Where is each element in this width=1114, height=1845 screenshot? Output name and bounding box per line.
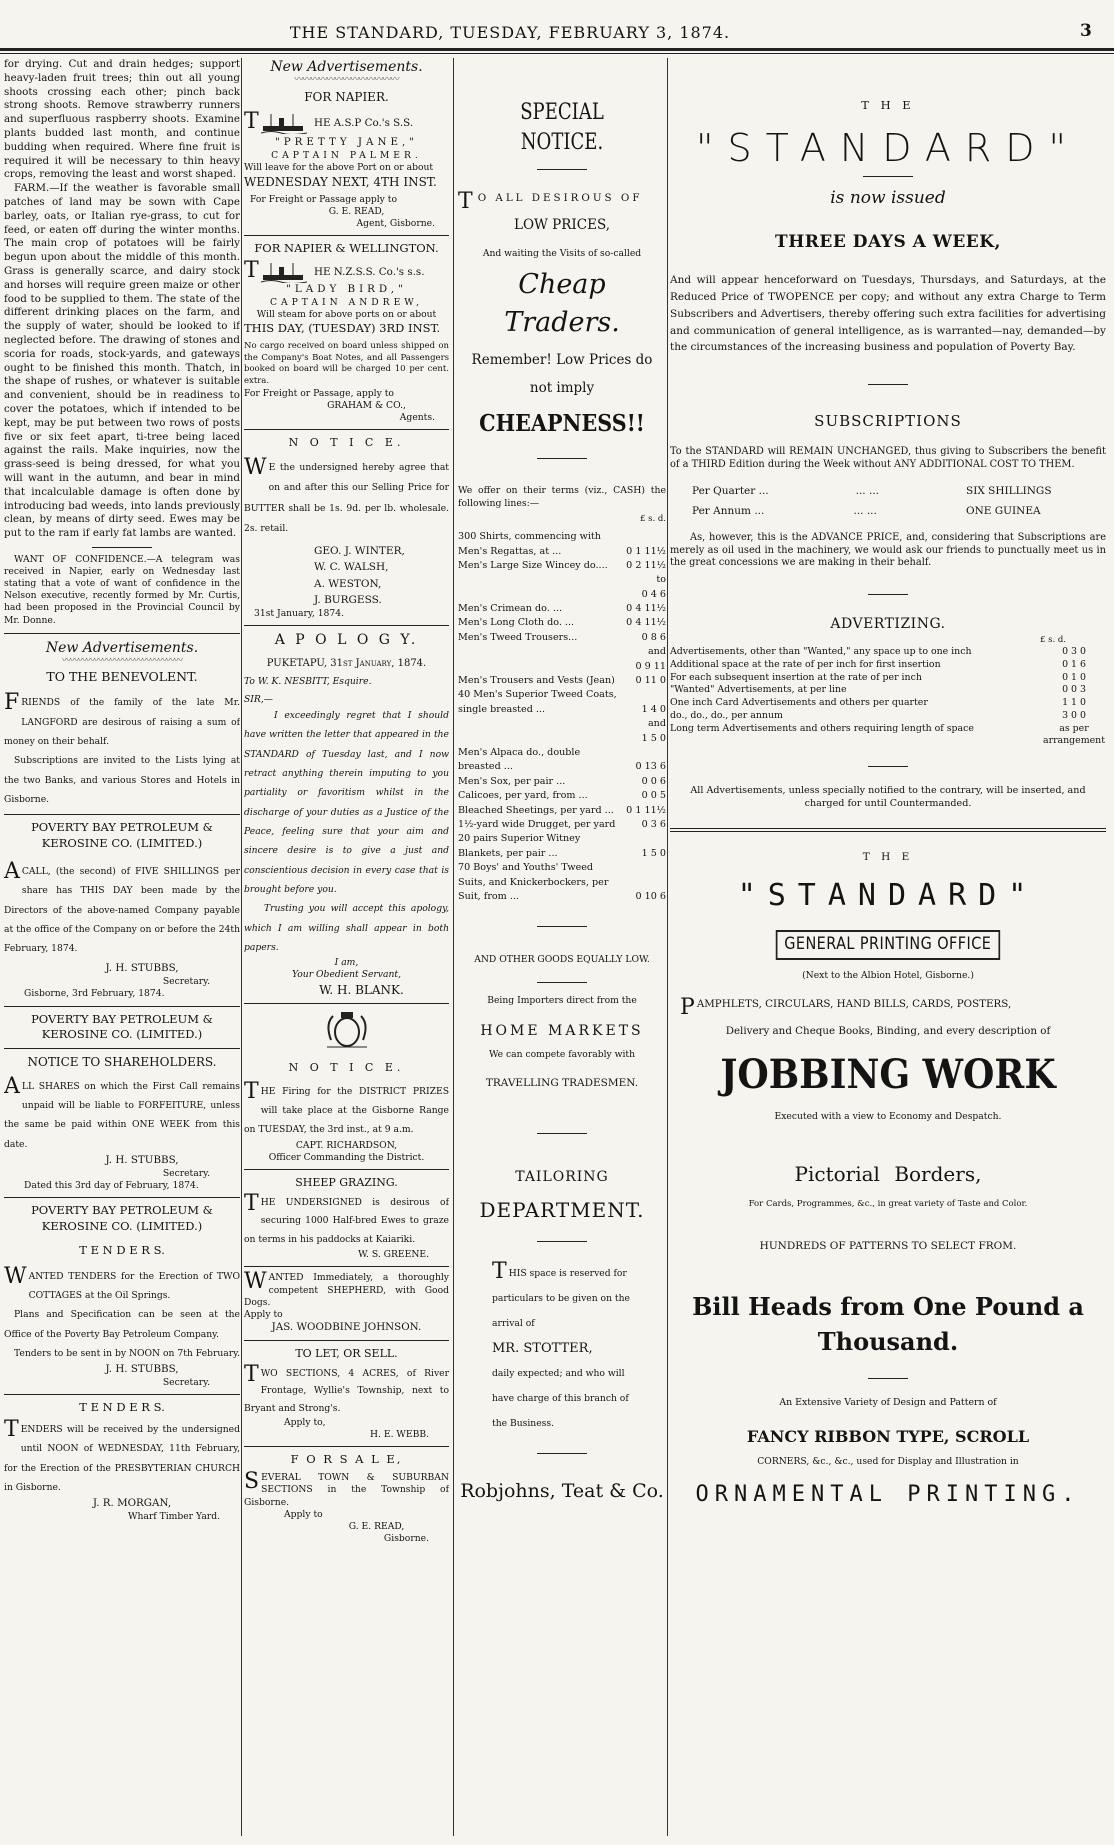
page-number: 3	[1080, 21, 1092, 41]
special-notice-heading: SPECIAL NOTICE.	[520, 100, 604, 156]
price-row: 40 Men's Superior Tweed Coats,	[458, 689, 617, 701]
ad-tenders-cottages: POVERTY BAY PETROLEUM & KEROSINE CO. (LIMITED.) T E N D E R S. WANTED TENDERS for the Erection of TWO COTTAGES at the Oil Springs. Plans and Specification can be seen at the Office of the Poverty Bay Petroleum Company. Tenders to be sent in by NOON on 7th February. J. H. STUBBS, Secretary.	[4, 1203, 240, 1389]
ornament-rule: 〰〰〰〰〰〰〰〰〰〰〰〰〰	[294, 77, 399, 84]
drop-cap: T	[244, 1191, 259, 1217]
price-row: 70 Boys' and Youths' Tweed	[458, 862, 594, 874]
header-rule-thin	[0, 53, 1114, 54]
price-row: Men's Crimean do. ... 0 4 11½	[458, 603, 666, 615]
subscription-rate-row: Per Annum ... ... ... ONE GUINEA	[692, 504, 1041, 517]
price-row: 300 Shirts, commencing with	[458, 531, 601, 543]
price-row: 20 pairs Superior Witney	[458, 833, 581, 845]
price-row: and	[647, 718, 666, 730]
drop-cap: A	[4, 858, 20, 884]
price-list	[458, 530, 666, 904]
ad-napier-wellington: FOR NAPIER & WELLINGTON. T HE N.Z.S.S. Co.'s s.s. "LADY BIRD," CAPTAIN ANDREW, Will steam for above ports on or about THIS DAY, (TUESDAY) 3RD INST. No cargo received on board unless shipped on the Company's Boat Notes, and all Passengers booked on board will be charged 10 per cent. extra. For Freight or Passage, apply to GRAHAM & CO., Agents.	[244, 241, 449, 423]
ad-robjohns-teat: SPECIAL NOTICE. T O ALL DESIROUS OF LOW PRICES, And waiting the Visits of so-called Cheap Traders. Remember! Low Prices do not imply CHEAPNESS!! We offer on their terms (viz., CASH) the following lines:— £ s. d. 300 Shirts, commencing with Men's Regattas, at ... 0 1 11½ Men's Large Size Wincey do.... 0 2 11½ to 0 4 6 Men's Crimean do. ... 0 4 11½ Men's Long Cloth do. ... 0 4 11½ Men's Tweed Trousers... 0 8 6 and 0 9 11 Men's Trousers and Vests (Jean) 0 11 0 40 Men's Superior Tweed Coats, single breasted ... 1 4 0 and 1 5 0 Men's Alpaca do., double breasted ... 0 13 6 Men's Sox, per pair ... 0 0 6 Calicoes, per yard, from ... 0 0 5 Bleached Sheetings, per yard ... 0 1 11½ 1½-yard wide Drugget, per yard 0 3 6 20 pairs Superior Witney Blankets, per pair ... 1 5 0 70 Boys' and Youths' Tweed Suits, and Knickerbockers, per Suit, from ... 0 10 6 AND OTHER GOODS EQUALLY LOW. Being Importers direct from the HOME MARKETS We can compete favorably with TRAVELLING TRADESMEN. TAILORING DEPARTMENT. THIS space is reserved for particulars to be given on the arrival of MR. STOTTER, daily expected; and who will have charge of this branch of the Business. Robjohns, Teat & Co.	[458, 98, 666, 1504]
price-row: 1 5 0	[641, 732, 666, 744]
section-heading: New Advertisements.	[270, 59, 423, 75]
ad-butter-notice: N O T I C E. W E the undersigned hereby agree that on and after this our Selling Price for BUTTER shall be 1s. 9d. per lb. wholesale. 2s. retail. GEO. J. WINTER, W. C. WALSH, A. WESTON, J. BURGESS. 31st January, 1874.	[244, 436, 449, 620]
ad-shepherd-wanted: WANTED Immediately, a thoroughly competent SHEPHERD, with Good Dogs. Apply to JAS. WOODBINE JOHNSON.	[244, 1269, 449, 1333]
advertising-rates	[670, 646, 1106, 748]
price-row: Suit, from ... 0 10 6	[458, 890, 666, 902]
want-of-confidence-paragraph: WANT OF CONFIDENCE.—A telegram was received in Napier, early on Wednesday last stating that a vote of want of confidence in the Nelson executive, recently formed by Mr. Curtis, had been proposed in the Provincial Council by Mr. Donne.	[4, 553, 240, 626]
newspaper-masthead: THE STANDARD, TUESDAY, FEBRUARY 3, 1874.	[289, 23, 731, 42]
price-row: and	[647, 646, 666, 658]
advertising-rate-row: "Wanted" Advertisements, at per line 0 0 3	[670, 684, 1086, 696]
jobbing-work-heading: JOBBING WORK	[720, 1050, 1056, 1098]
drop-cap: W	[244, 1269, 267, 1295]
column-divider	[667, 58, 668, 1836]
column-divider	[241, 58, 242, 1836]
advertising-rate-row: One inch Card Advertisements and others per quarter 1 1 0	[670, 697, 1086, 709]
drop-cap: A	[4, 1073, 20, 1099]
garden-paragraph: for drying. Cut and drain hedges; support heavy-laden fruit trees; thin out all young shoots crossing each other; pinch back strong shoots. Remove strawberry runners and superfluous raspberry shoots. Examine plants budded last month, and continue budding when required. Where fine fruit is required it will be necessary to thin heavy crops, removing the least and worst shaped.	[4, 58, 240, 181]
drop-cap: T	[244, 1078, 259, 1104]
ad-heading: TO THE BENEVOLENT.	[46, 669, 198, 685]
price-row: 1½-yard wide Drugget, per yard 0 3 6	[458, 818, 666, 830]
price-row: Men's Sox, per pair ... 0 0 6	[458, 775, 666, 787]
ad-tenders-church: T E N D E R S. TENDERS will be received by the undersigned until NOON of WEDNESDAY, 11th February, for the Erection of the PRESBYTERIAN CHURCH in Gisborne. J. R. MORGAN, Wharf Timber Yard.	[4, 1400, 240, 1523]
price-row: to	[656, 574, 666, 586]
drop-cap: F	[4, 690, 20, 716]
ad-petroleum-call: POVERTY BAY PETROLEUM & KEROSINE CO. (LIMITED.) ACALL, (the second) of FIVE SHILLINGS per share has THIS DAY been made by the Directors of the above-named Company payable at the office of the Company on or before the 24th February, 1874. J. H. STUBBS, Secretary. Gisborne, 3rd February, 1874.	[4, 820, 240, 1000]
advertising-rate-row: Additional space at the rate of per inch for first insertion 0 1 6	[670, 659, 1086, 671]
drop-cap: P	[680, 994, 695, 1020]
ad-apology: A P O L O G Y. PUKETAPU, 31st January, 1874. To W. K. NESBITT, Esquire. SIR,— I exceedingly regret that I should have written the letter that appeared in the STANDARD of Tuesday last, and I now retract anything therein imputing to you partiality or favoritism whilst in the discharge of your duties as a Justice of the Peace, feeling sure that your aim and sincere desire is to give a just and conscientious decision in every case that is brought before you. Trusting you will accept this apology, which I am willing shall appear in both papers. I am, Your Obedient Servant, W. H. BLANK.	[244, 632, 449, 997]
ornamental-printing-heading: ORNAMENTAL PRINTING.	[695, 1481, 1081, 1507]
drop-cap: W	[244, 455, 267, 481]
ad-rifle-notice: N O T I C E. THE Firing for the DISTRICT PRIZES will take place at the Gisborne Range on TUESDAY, the 3rd inst., at 9 a.m. CAPT. RICHARDSON, Officer Commanding the District.	[244, 1010, 449, 1164]
ad-sheep-grazing: SHEEP GRAZING. THE UNDERSIGNED is desirous of securing 1000 Half-bred Ewes to graze on terms in his paddocks at Kaiariki. W. S. GREENE.	[244, 1175, 449, 1261]
column-1	[4, 58, 240, 1838]
price-row: Men's Tweed Trousers... 0 8 6	[458, 631, 666, 643]
section-heading: New Advertisements.	[45, 639, 199, 656]
price-row: single breasted ... 1 4 0	[458, 703, 666, 715]
drop-cap: T	[244, 108, 259, 134]
drop-cap: T	[244, 1361, 259, 1387]
ad-benevolent: TO THE BENEVOLENT. FRIENDS of the family of the late Mr. LANGFORD are desirous of raising a sum of money on their behalf. Subscriptions are invited to the Lists lying at the two Banks, and various Stores and Hotels in Gisborne.	[4, 669, 240, 805]
price-row: Calicoes, per yard, from ... 0 0 5	[458, 790, 666, 802]
ad-for-napier: FOR NAPIER. T HE A.S.P Co.'s S.S. "PRETTY JANE," CAPTAIN PALMER. Will leave for the above Port on or about WEDNESDAY NEXT, 4TH INST. For Freight or Passage apply to G. E. READ, Agent, Gisborne.	[244, 90, 437, 230]
price-row: 0 4 6	[641, 588, 666, 600]
farm-paragraph: FARM.—If the weather is favorable small patches of land may be sown with Cape barley, oats, or Italian rye-grass, to cut for feed, or eaten off during the winter months. The main crop of potatoes will be fairly begun upon about the middle of this month. Grass is generally scarce, and dairy stock and horses will require green maize or other food to be supplied to them. The state of the different drinking places on the farm, and the supply of water, should be looked to if neglected before. The drawing of stones and scoria for roads, stock-yards, and gateways ought to be finished this month. Thatch, in the shape of rushes, or whatever is suitable and convenient, should be in readiness to cover the potatoes, which if intended to be kept, may be put between two rows of posts five or six feet apart, ti-tree being laced against the rails. Make inquiries, now the grass-seed is being dressed, for what you will want in the autumn, and bear in mind that incalculable damage is often done by introducing bad weeds, into lands previously clean, by means of dirty seed. Ewes may be put to the ram if early fat lambs are wanted.	[4, 182, 240, 540]
standard-masthead: "STANDARD"	[695, 125, 1080, 170]
price-row: Men's Alpaca do., double	[458, 747, 581, 758]
column-2	[244, 58, 449, 1838]
ad-for-sale: F O R S A L E, SEVERAL TOWN & SUBURBAN SECTIONS in the Township of Gisborne. Apply to G. E. READ, Gisborne.	[244, 1452, 449, 1544]
header-rule	[0, 48, 1114, 51]
steamship-icon	[261, 112, 307, 134]
price-row: Suits, and Knickerbockers, per	[458, 876, 609, 888]
drop-cap: T	[492, 1258, 507, 1284]
advertising-rate-row: Long term Advertisements and others requiring length of space as per arrangement	[670, 722, 1105, 747]
steamship-icon	[261, 261, 307, 283]
ad-shareholders: POVERTY BAY PETROLEUM & KEROSINE CO. (LIMITED.) NOTICE TO SHAREHOLDERS. ALL SHARES on which the First Call remains unpaid will be liable to FORFEITURE, unless the same be paid within ONE WEEK from this date. J. H. STUBBS, Secretary. Dated this 3rd day of February, 1874.	[4, 1011, 240, 1191]
general-printing-office-banner: GENERAL PRINTING OFFICE	[776, 930, 1000, 959]
ornament-rule: 〰〰〰〰〰〰〰〰〰〰〰〰〰〰〰	[61, 658, 182, 665]
drop-cap: W	[4, 1263, 27, 1289]
bill-heads-heading: Bill Heads from One Pound a Thousand.	[692, 1292, 1084, 1356]
column-divider	[453, 58, 454, 1836]
royal-coat-of-arms-icon	[317, 1010, 377, 1050]
price-row: 0 9 11	[635, 660, 666, 672]
drop-cap: S	[244, 1469, 260, 1495]
price-row: Men's Regattas, at ... 0 1 11½	[458, 545, 666, 557]
subscription-rate-row: Per Quarter ... ... ... SIX SHILLINGS	[692, 484, 1052, 497]
price-row: Men's Large Size Wincey do.... 0 2 11½	[458, 559, 666, 571]
price-row: Bleached Sheetings, per yard ... 0 1 11½	[458, 804, 666, 816]
column-3	[458, 58, 666, 1838]
page-header	[0, 14, 1114, 48]
advertising-rate-row: For each subsequent insertion at the rate of per inch 0 1 0	[670, 671, 1086, 683]
drop-cap: T	[244, 258, 259, 284]
firm-signature: Robjohns, Teat & Co.	[460, 1479, 664, 1502]
standard-masthead: "STANDARD"	[737, 877, 1039, 913]
drop-cap: T	[4, 1417, 19, 1443]
drop-cap: T	[458, 188, 476, 214]
price-row: breasted ... 0 13 6	[458, 761, 666, 773]
cheapness-heading: CHEAPNESS!!	[479, 410, 645, 438]
advertising-rate-row: do., do., do., per annum 3 0 0	[670, 709, 1086, 721]
price-row: Men's Long Cloth do. ... 0 4 11½	[458, 617, 666, 629]
price-row: Men's Trousers and Vests (Jean) 0 11 0	[458, 675, 666, 687]
cheap-traders-heading: Cheap Traders.	[504, 269, 620, 338]
ad-to-let: TO LET, OR SELL. TWO SECTIONS, 4 ACRES, of River Frontage, Wyllie's Township, next to Bryant and Strong's. Apply to, H. E. WEBB.	[244, 1346, 449, 1441]
column-4: T H E "STANDARD" is now issued THREE DAYS A WEEK, And will appear henceforward on Tuesdays, Thursdays, and Saturdays, at the Reduced Price of TWOPENCE per copy; and without any extra Charge to Term Subscribers and Advertisers, thereby offering such extra facilities for advertising and communication of general intelligence, as is warranted—nay, demanded—by the circumstances of the increasing business and population of Poverty Bay. SUBSCRIPTIONS To the STANDARD will REMAIN UNCHANGED, thus giving to Subscribers the benefit of a THIRD Edition during the Week without ANY ADDITIONAL COST TO THEM. Per Quarter ... ... ... SIX SHILLINGS Per Annum ... ... ... ONE GUINEA As, however, this is the ADVANCE PRICE, and, considering that Subscriptions are merely as oil used in the machinery, we would ask our friends to punctually meet us in the great concessions we are making in their behalf. ADVERTIZING. £ s. d. Advertisements, other than "Wanted," any space up to one inch 0 3 0 Additional space at the rate of per inch for first insertion 0 1 6 For each subsequent insertion at the rate of per inch 0 1 0 "Wanted" Advertisements, at per line 0 0 3 One inch Card Advertisements and others per quarter 1 1 0 do., do., do., per annum 3 0 0 Long term Advertisements and others requiring length of space as per arrangement All Advertisements, unless specially notified to the contrary, will be inserted, and charged for until Countermanded. T H E "STANDARD" GENERAL PRINTING OFFICE (Next to the Albion Hotel, Gisborne.) PAMPHLETS, CIRCULARS, HAND BILLS, CARDS, POSTERS, Delivery and Cheque Books, Binding, and every description of JOBBING WORK Executed with a view to Economy and Despatch. Pictorial Borders, For Cards, Programmes, &c., in great variety of Taste and Color. HUNDREDS OF PATTERNS TO SELECT FROM. Bill Heads from One Pound a Thousand. An Extensive Variety of Design and Pattern of FANCY RIBBON TYPE, SCROLL CORNERS, &c., &c., used for Display and Illustration in ORNAMENTAL PRINTING.	[670, 58, 1106, 1838]
advertising-rate-row: Advertisements, other than "Wanted," any space up to one inch 0 3 0	[670, 646, 1086, 658]
price-row: Blankets, per pair ... 1 5 0	[458, 847, 666, 859]
